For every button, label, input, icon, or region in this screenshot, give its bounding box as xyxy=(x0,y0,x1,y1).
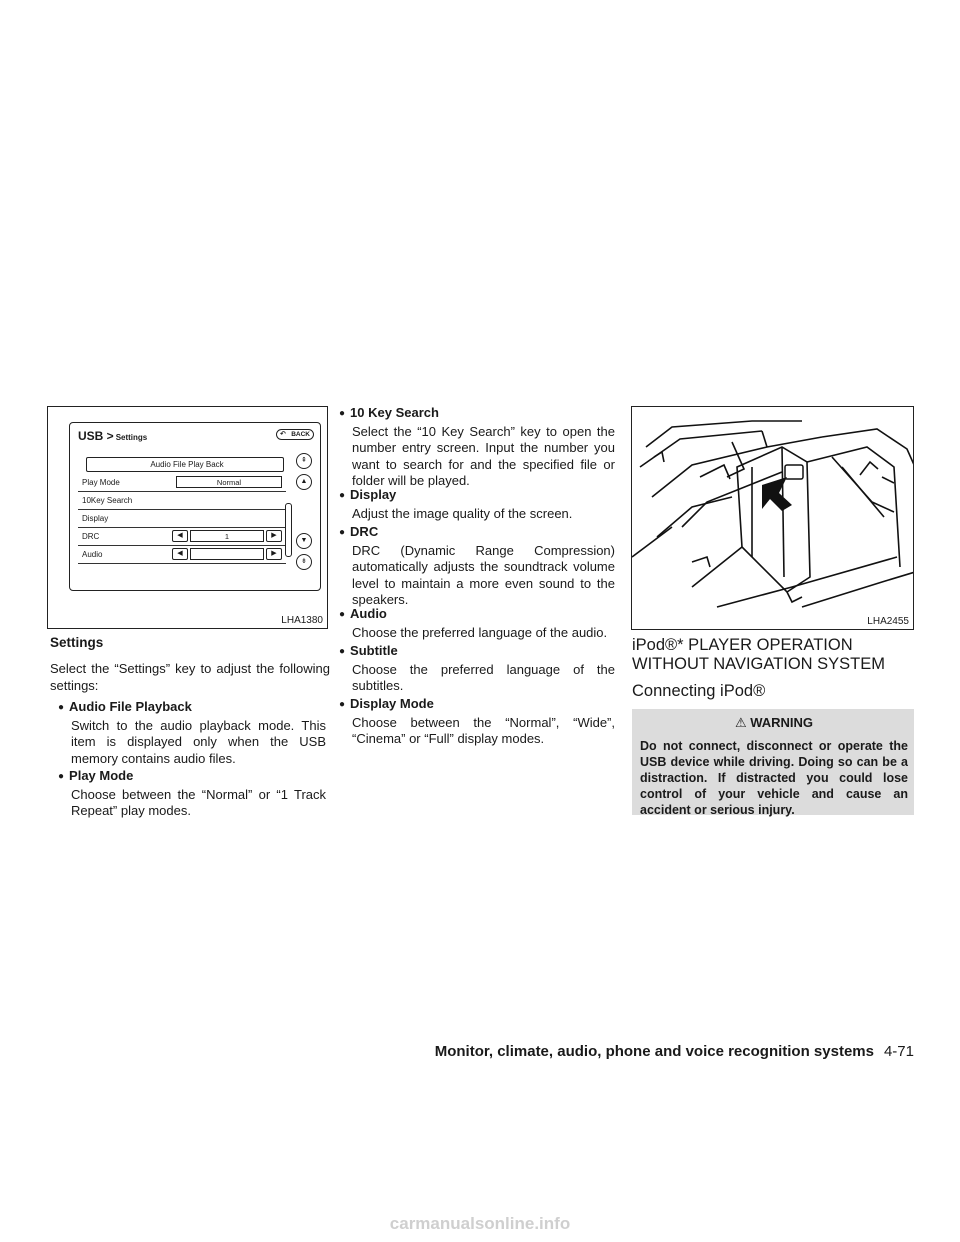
intro-paragraph: Select the “Settings” key to adjust the following settings: xyxy=(50,661,330,693)
audio-file-play-back-button: Audio File Play Back xyxy=(86,457,284,472)
list-item: ● Audio File Playback Switch to the audio playback mode. This item is displayed only when the USB memory contains audio files. xyxy=(58,699,326,767)
footer-section: Monitor, climate, audio, phone and voice recognition systems xyxy=(434,1043,874,1060)
screen-subtitle: Settings xyxy=(115,433,148,442)
menu-row-audio: Audio ◀ ▶ xyxy=(78,546,286,564)
watermark: carmanualsonline.info xyxy=(389,1214,571,1233)
warning-icon: ⚠ xyxy=(734,715,747,730)
menu-row-10key-search: 10Key Search xyxy=(78,492,286,510)
warning-header: ⚠ WARNING xyxy=(734,715,814,730)
settings-screen xyxy=(69,422,321,591)
side-buttons xyxy=(296,453,316,575)
list-item: ● Display Mode Choose between the “Normal”, “Wide”, “Cinema” or “Full” display modes. xyxy=(339,696,615,748)
play-mode-value: Normal xyxy=(176,476,282,488)
back-arrow-icon: ↶ xyxy=(280,431,286,438)
list-item: ● 10 Key Search Select the “10 Key Search” key to open the number entry screen. Input the number you want to search for and the specified file or folder will be played. xyxy=(339,405,615,490)
figure-usb-settings xyxy=(47,406,328,629)
settings-heading: Settings xyxy=(50,635,104,650)
page-up-icon: ⇞ xyxy=(296,453,312,469)
subsection-title: Connecting iPod® xyxy=(632,682,766,700)
menu-row-play-mode: Play Mode Normal xyxy=(78,474,286,492)
list-item: ● Subtitle Choose the preferred language of the subtitles. xyxy=(339,643,615,695)
page-number: 4-71 xyxy=(883,1043,914,1060)
console-illustration xyxy=(632,407,914,630)
page-down-icon: ⇟ xyxy=(296,554,312,570)
right-arrow-icon: ▶ xyxy=(266,530,282,542)
list-item: ● Play Mode Choose between the “Normal” or “1 Track Repeat” play modes. xyxy=(58,768,326,820)
scroll-down-icon: ▼ xyxy=(296,533,312,549)
audio-value xyxy=(190,548,264,560)
figure-code: LHA2455 xyxy=(867,616,909,627)
settings-menu xyxy=(78,457,286,564)
left-arrow-icon: ◀ xyxy=(172,530,188,542)
right-arrow-icon: ▶ xyxy=(266,548,282,560)
menu-row-display: Display xyxy=(78,510,286,528)
section-title: iPod®* PLAYER OPERATION WITHOUT NAVIGATION SYSTEM xyxy=(632,636,886,673)
back-button: ↶ BACK xyxy=(276,429,314,440)
screen-title: USB > Settings xyxy=(78,429,148,443)
warning-text: Do not connect, disconnect or operate the USB device while driving. Doing so can be a distraction. If distracted you could lose control of your vehicle and cause an accident or serious injury. xyxy=(640,739,908,817)
warning-box xyxy=(632,709,914,815)
page-footer xyxy=(435,1043,914,1060)
drc-value: 1 xyxy=(190,530,264,542)
scrollbar xyxy=(285,503,292,557)
figure-console-usb-port xyxy=(631,406,914,630)
menu-row-drc: DRC ◀ 1 ▶ xyxy=(78,528,286,546)
left-arrow-icon: ◀ xyxy=(172,548,188,560)
scroll-up-icon: ▲ xyxy=(296,474,312,490)
list-item: ● Display Adjust the image quality of the screen. xyxy=(339,487,615,522)
list-item: ● DRC DRC (Dynamic Range Compression) automatically adjusts the soundtrack volume level to maintain a more even sound to the speakers. xyxy=(339,524,615,609)
figure-code: LHA1380 xyxy=(281,615,323,626)
list-item: ● Audio Choose the preferred language of the audio. xyxy=(339,606,615,641)
